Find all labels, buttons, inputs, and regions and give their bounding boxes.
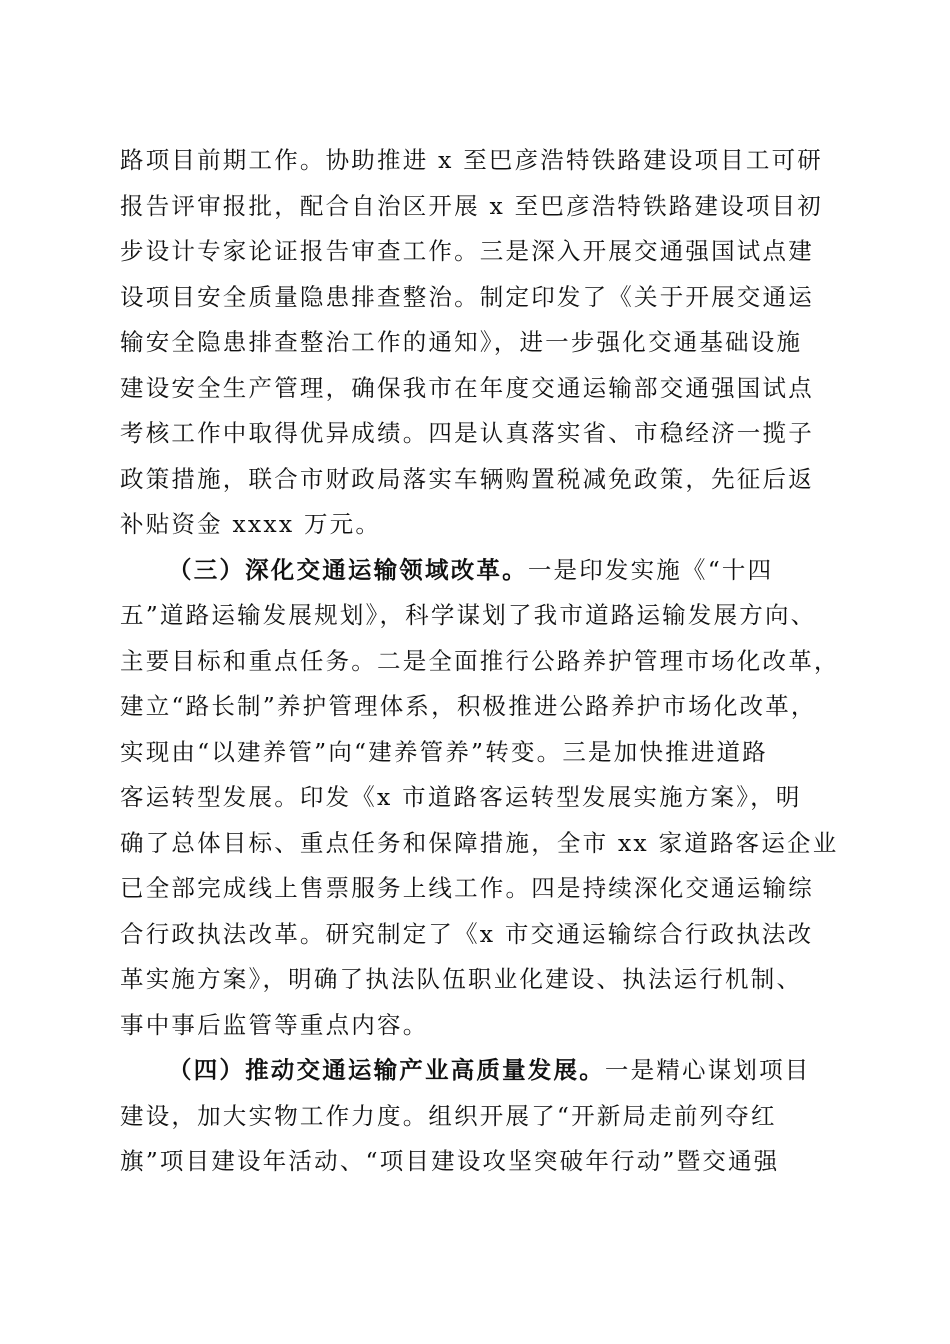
text-line: 设项目安全质量隐患排查整治。制定印发了《关于开展交通运 <box>120 282 814 311</box>
text-line: 旗”项目建设年活动、“项目建设攻坚突破年行动”暨交通强 <box>120 1147 780 1175</box>
section-4-first-line-rest: 一是精心谋划项目 <box>604 1056 811 1084</box>
text-line: 客运转型发展。印发《x 市道路客运转型发展实施方案》，明 <box>120 783 802 811</box>
text-line: 革实施方案》，明确了执法队伍职业化建设、执法运行机制、 <box>120 965 803 993</box>
paragraph-section-3 <box>120 548 840 1049</box>
section-3-first-line-rest: 一是印发实施《“十四 <box>527 555 774 584</box>
text-line: 路项目前期工作。协助推进 x 至巴彦浩特铁路建设项目工可研 <box>120 146 823 174</box>
text-line: 合行政执法改革。研究制定了《x 市交通运输综合行政执法改 <box>120 919 814 948</box>
text-line: 政策措施，联合市财政局落实车辆购置税减免政策，先征后返 <box>120 464 814 493</box>
document-body <box>120 138 840 1185</box>
text-line: 主要目标和重点任务。二是全面推行公路养护管理市场化改革， <box>120 646 840 675</box>
text-line: 考核工作中取得优异成绩。四是认真落实省、市稳经济一揽子 <box>120 419 814 447</box>
text-line: 建设安全生产管理，确保我市在年度交通运输部交通强国试点 <box>120 373 814 402</box>
text-line: 事中事后监管等重点内容。 <box>120 1010 429 1039</box>
section-3-heading: （三）深化交通运输领域改革。 <box>168 555 528 584</box>
text-line: 输安全隐患排查整治工作的通知》，进一步强化交通基础设施 <box>120 328 803 356</box>
paragraph-section-4 <box>120 1048 832 1185</box>
text-line: 报告评审报批，配合自治区开展 x 至巴彦浩特铁路建设项目初 <box>120 191 823 220</box>
section-4-heading: （四）推动交通运输产业高质量发展。 <box>168 1056 605 1084</box>
text-line: 确了总体目标、重点任务和保障措施，全市 xx 家道路客运企业 <box>120 828 839 857</box>
text-line-first <box>120 1048 832 1094</box>
text-line: 建设，加大实物工作力度。组织开展了“开新局走前列夺红 <box>120 1101 777 1130</box>
text-line: 步设计专家论证报告审查工作。三是深入开展交通强国试点建 <box>120 237 814 265</box>
text-line: 五”道路运输发展规划》，科学谋划了我市道路运输发展方向、 <box>120 601 817 629</box>
text-line: 实现由“以建养管”向“建养管养”转变。三是加快推进道路 <box>120 737 768 766</box>
paragraph-continued <box>120 138 832 548</box>
text-line-first <box>120 548 832 594</box>
text-line: 建立“路长制”养护管理体系，积极推进公路养护市场化改革， <box>120 692 817 720</box>
text-line: 已全部完成线上售票服务上线工作。四是持续深化交通运输综 <box>120 874 814 902</box>
text-line: 补贴资金 xxxx 万元。 <box>120 510 382 538</box>
